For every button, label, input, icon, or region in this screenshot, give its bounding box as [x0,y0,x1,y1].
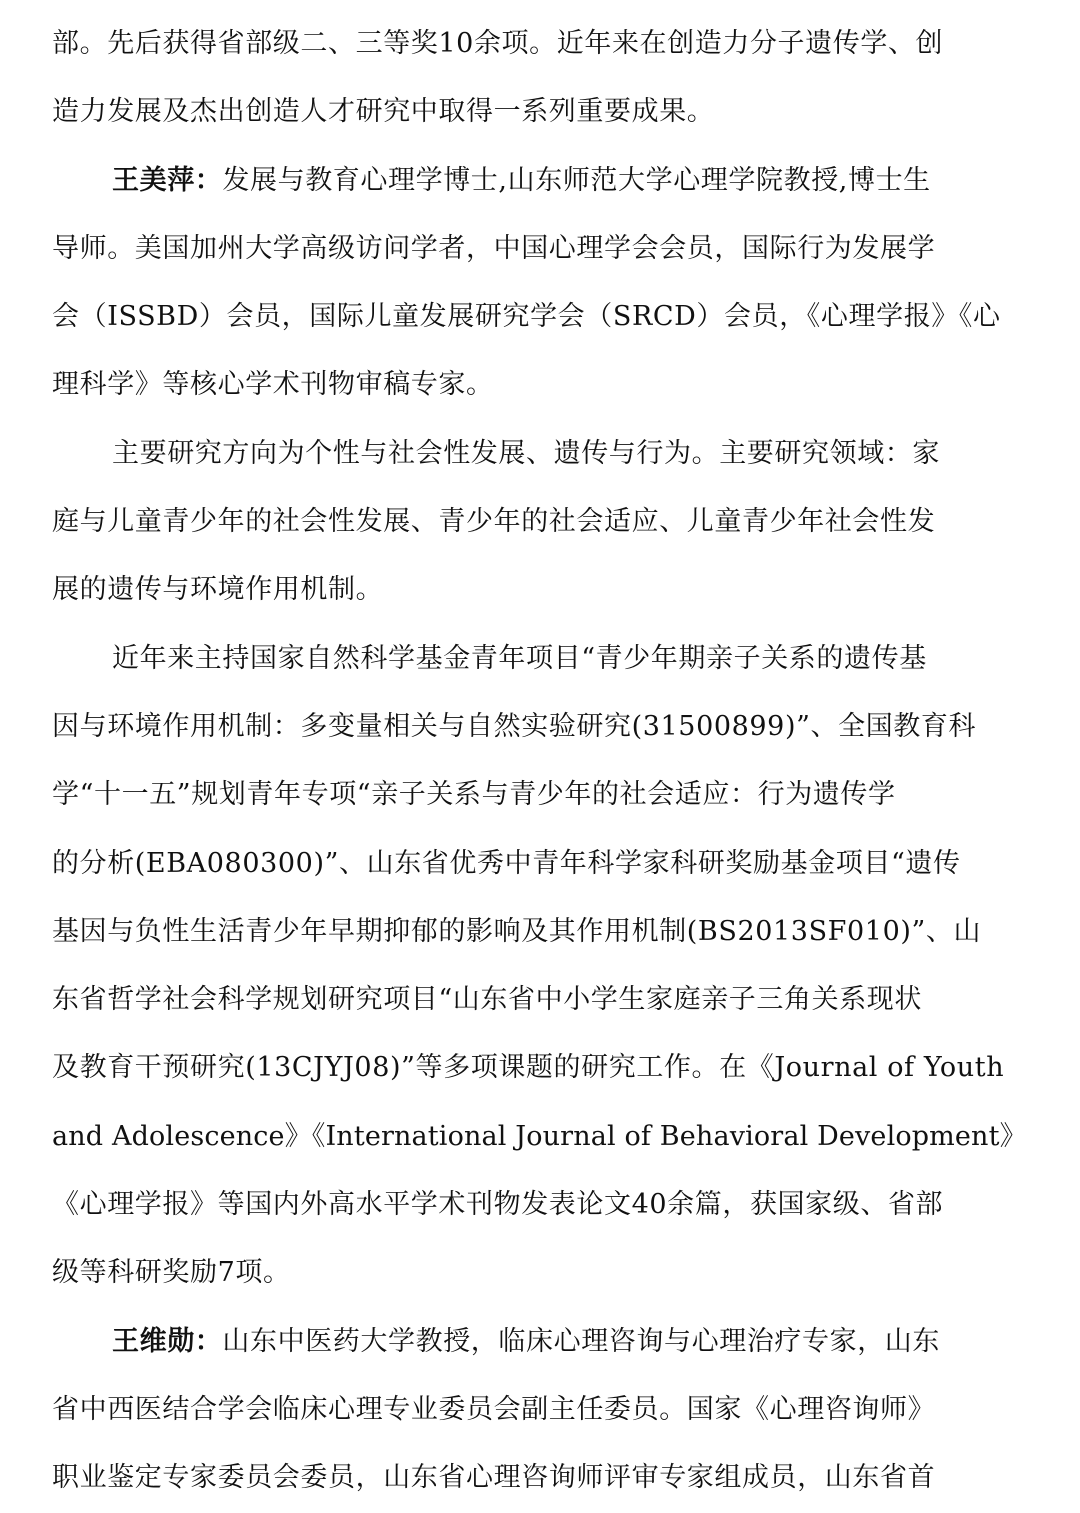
text-line: 庭与儿童青少年的社会性发展、青少年的社会适应、儿童青少年社会性发 [52,506,936,538]
text-line: 因与环境作用机制：多变量相关与自然实验研究(31500899)”、全国教育科 [52,710,977,742]
text-line: 会（ISSBD）会员，国际儿童发展研究学会（SRCD）会员，《心理学报》《心 [52,301,1001,333]
text-line: 造力发展及杰出创造人才研究中取得一系列重要成果。 [52,96,715,128]
person-name: 王维勋： [112,1325,223,1357]
document-page [52,10,1030,1513]
text-line: and Adolescence》《International Journal of Behavioral Development》 [52,1120,1027,1152]
text-line: 导师。美国加州大学高级访问学者，中国心理学会会员，国际行为发展学 [52,232,936,264]
text-line: 理科学》等核心学术刊物审稿专家。 [52,369,494,401]
text-line: 省中西医结合学会临床心理专业委员会副主任委员。国家《心理咨询师》 [52,1393,936,1425]
text-line: 主要研究方向为个性与社会性发展、遗传与行为。主要研究领域：家 [112,437,940,469]
text-line: 学“十一五”规划青年专项“亲子关系与青少年的社会适应：行为遗传学 [52,779,896,811]
text-line: 东省哲学社会科学规划研究项目“山东省中小学生家庭亲子三角关系现状 [52,984,923,1016]
text-line: 《心理学报》等国内外高水平学术刊物发表论文40余篇，获国家级、省部 [52,1189,944,1221]
text-line: 部。先后获得省部级二、三等奖10余项。近年来在创造力分子遗传学、创 [52,28,944,59]
text-line: 展的遗传与环境作用机制。 [52,574,384,606]
text-line: 级等科研奖励7项。 [52,1257,291,1289]
text-line: 的分析(EBA080300)”、山东省优秀中青年科学家科研奖励基金项目“遗传 [52,847,961,879]
text-segment: 发展与教育心理学博士,山东师范大学心理学院教授,博士生 [222,164,931,196]
text-line [52,147,1030,215]
text-line [52,1308,1030,1376]
text-line: 近年来主持国家自然科学基金青年项目“青少年期亲子关系的遗传基 [112,642,927,674]
text-line: 基因与负性生活青少年早期抑郁的影响及其作用机制(BS2013SF010)”、山 [52,915,982,947]
text-line: 职业鉴定专家委员会委员，山东省心理咨询师评审专家组成员，山东省首 [52,1462,936,1494]
text-segment: 山东中医药大学教授，临床心理咨询与心理治疗专家，山东 [222,1325,941,1357]
text-line: 及教育干预研究(13CJYJ08)”等多项课题的研究工作。在《Journal of Youth [52,1052,1005,1084]
person-name: 王美萍： [112,164,223,196]
